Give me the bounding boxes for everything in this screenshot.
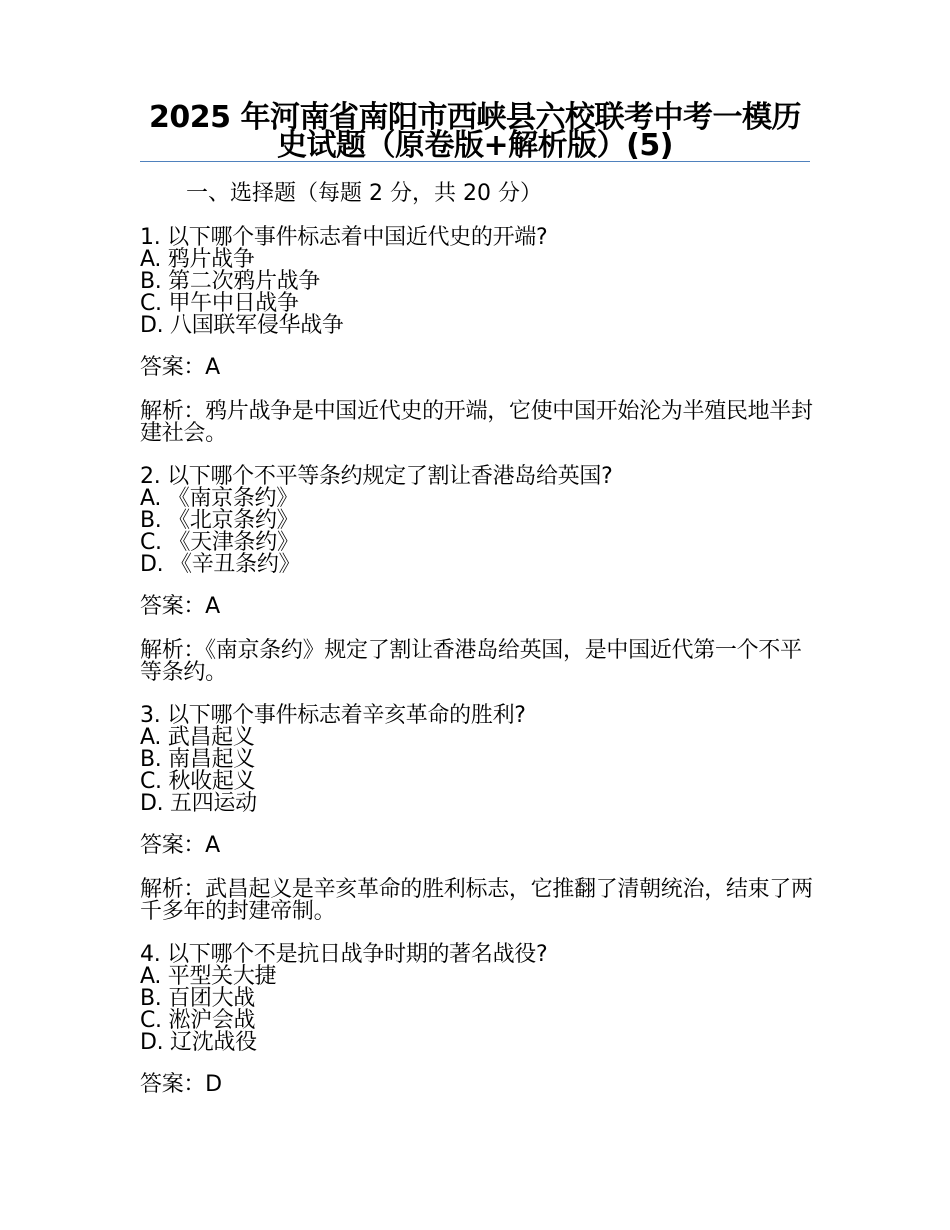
option-b: B. 南昌起义	[140, 747, 255, 772]
question-stem: 1. 以下哪个事件标志着中国近代史的开端?	[140, 225, 548, 250]
section-heading: 一、选择题（每题 2 分，共 20 分）	[186, 181, 542, 206]
option-c: C. 淞沪会战	[140, 1008, 256, 1033]
option-b: B. 第二次鸦片战争	[140, 269, 321, 294]
question-stem: 3. 以下哪个事件标志着辛亥革命的胜利?	[140, 703, 526, 728]
answer-1: 答案：A	[140, 355, 220, 380]
analysis-2: 解析：《南京条约》规定了割让香港岛给英国，是中国近代第一个不平等条约。	[140, 638, 802, 685]
option-b: B. 百团大战	[140, 986, 255, 1011]
analysis-1: 解析：鸦片战争是中国近代史的开端，它使中国开始沦为半殖民地半封建社会。	[140, 399, 813, 446]
question-4	[140, 944, 820, 1054]
answer-3: 答案：A	[140, 833, 220, 858]
option-d: D. 五四运动	[140, 791, 257, 816]
document-title: 2025 年河南省南阳市西峡县六校联考中考一模历史试题（原卷版+解析版）(5)	[149, 100, 801, 163]
question-2	[140, 466, 820, 576]
option-a: A. 武昌起义	[140, 725, 255, 750]
question-1	[140, 227, 820, 337]
option-a: A. 鸦片战争	[140, 247, 255, 272]
option-a: A. 平型关大捷	[140, 964, 277, 989]
option-b: B. 《北京条约》	[140, 508, 299, 533]
option-d: D. 辽沈战役	[140, 1030, 257, 1055]
option-d: D. 八国联军侵华战争	[140, 313, 344, 338]
analysis-3: 解析：武昌起义是辛亥革命的胜利标志，它推翻了清朝统治，结束了两千多年的封建帝制。	[140, 877, 813, 924]
question-3	[140, 705, 820, 815]
question-stem: 2. 以下哪个不平等条约规定了割让香港岛给英国?	[140, 464, 613, 489]
option-d: D. 《辛丑条约》	[140, 552, 301, 577]
option-c: C. 甲午中日战争	[140, 291, 299, 316]
option-a: A. 《南京条约》	[140, 486, 298, 511]
title-underline	[140, 161, 810, 162]
question-stem: 4. 以下哪个不是抗日战争时期的著名战役?	[140, 942, 548, 967]
option-c: C. 秋收起义	[140, 769, 256, 794]
option-c: C. 《天津条约》	[140, 530, 299, 555]
answer-2: 答案：A	[140, 594, 220, 619]
answer-4: 答案：D	[140, 1072, 222, 1097]
